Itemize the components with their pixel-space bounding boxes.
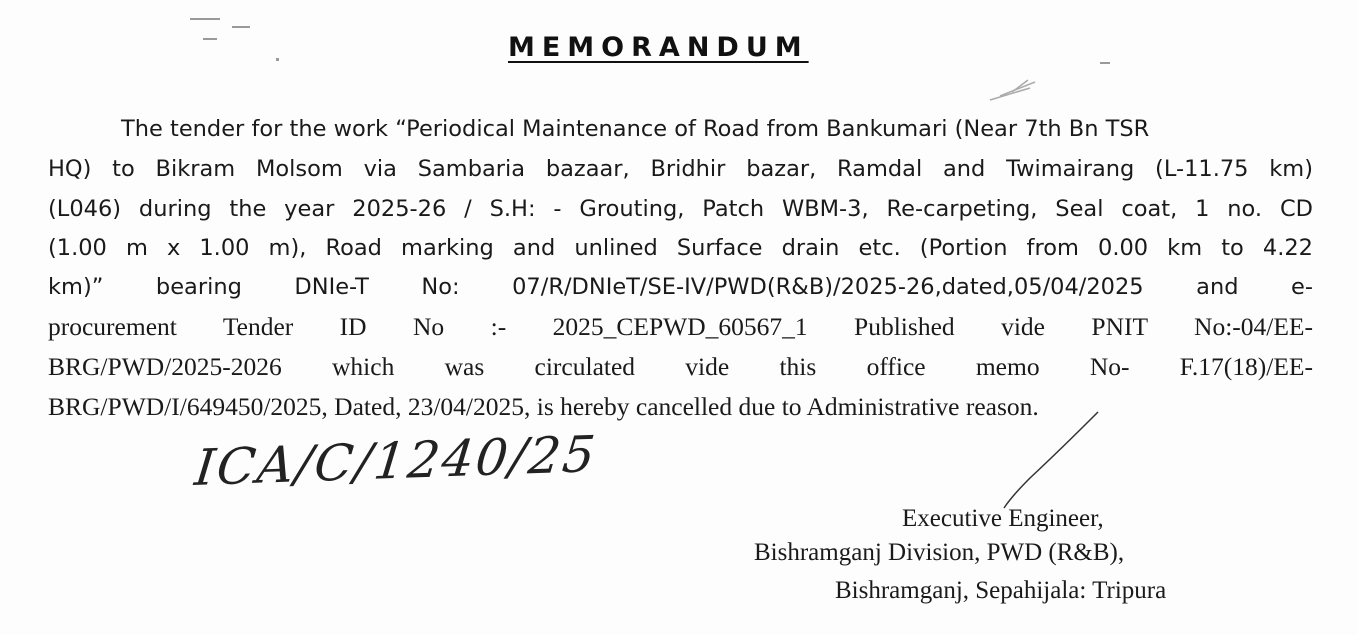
signatory-division: Bishramganj Division, PWD (R&B),: [754, 539, 1125, 566]
body-line-2: HQ) to Bikram Molsom via Sambaria bazaar, Bridhir bazar, Ramdal and Twimairang (L-11.75 km): [48, 156, 1313, 182]
signatory-designation: Executive Engineer,: [902, 505, 1104, 532]
body-line-3: (L046) during the year 2025-26 / S.H: - Grouting, Patch WBM-3, Re-carpeting, Seal coat, 1 no. CD: [48, 196, 1313, 222]
body-line-4: (1.00 m x 1.00 m), Road marking and unlined Surface drain etc. (Portion from 0.00 km to 4.22: [48, 235, 1313, 261]
body-line-5: km)” bearing DNIe-T No: 07/R/DNIeT/SE-IV/PWD(R&B)/2025-26,dated,05/04/2025 and e-: [48, 274, 1313, 300]
body-line-8: BRG/PWD/I/649450/2025, Dated, 23/04/2025, is hereby cancelled due to Administrative reason.: [48, 392, 1039, 421]
body-line-1: The tender for the work “Periodical Maintenance of Road from Bankumari (Near 7th Bn TSR: [121, 116, 1150, 142]
body-line-6: procurement Tender ID No :- 2025_CEPWD_60567_1 Published vide PNIT No:-04/EE-: [48, 312, 1313, 341]
memo-title: MEMORANDUM: [508, 32, 809, 63]
handwritten-reference-note: ICA/C/1240/25: [192, 425, 600, 497]
signatory-location: Bishramganj, Sepahijala: Tripura: [835, 577, 1167, 604]
body-line-7: BRG/PWD/2025-2026 which was circulated vide this office memo No- F.17(18)/EE-: [48, 352, 1313, 381]
